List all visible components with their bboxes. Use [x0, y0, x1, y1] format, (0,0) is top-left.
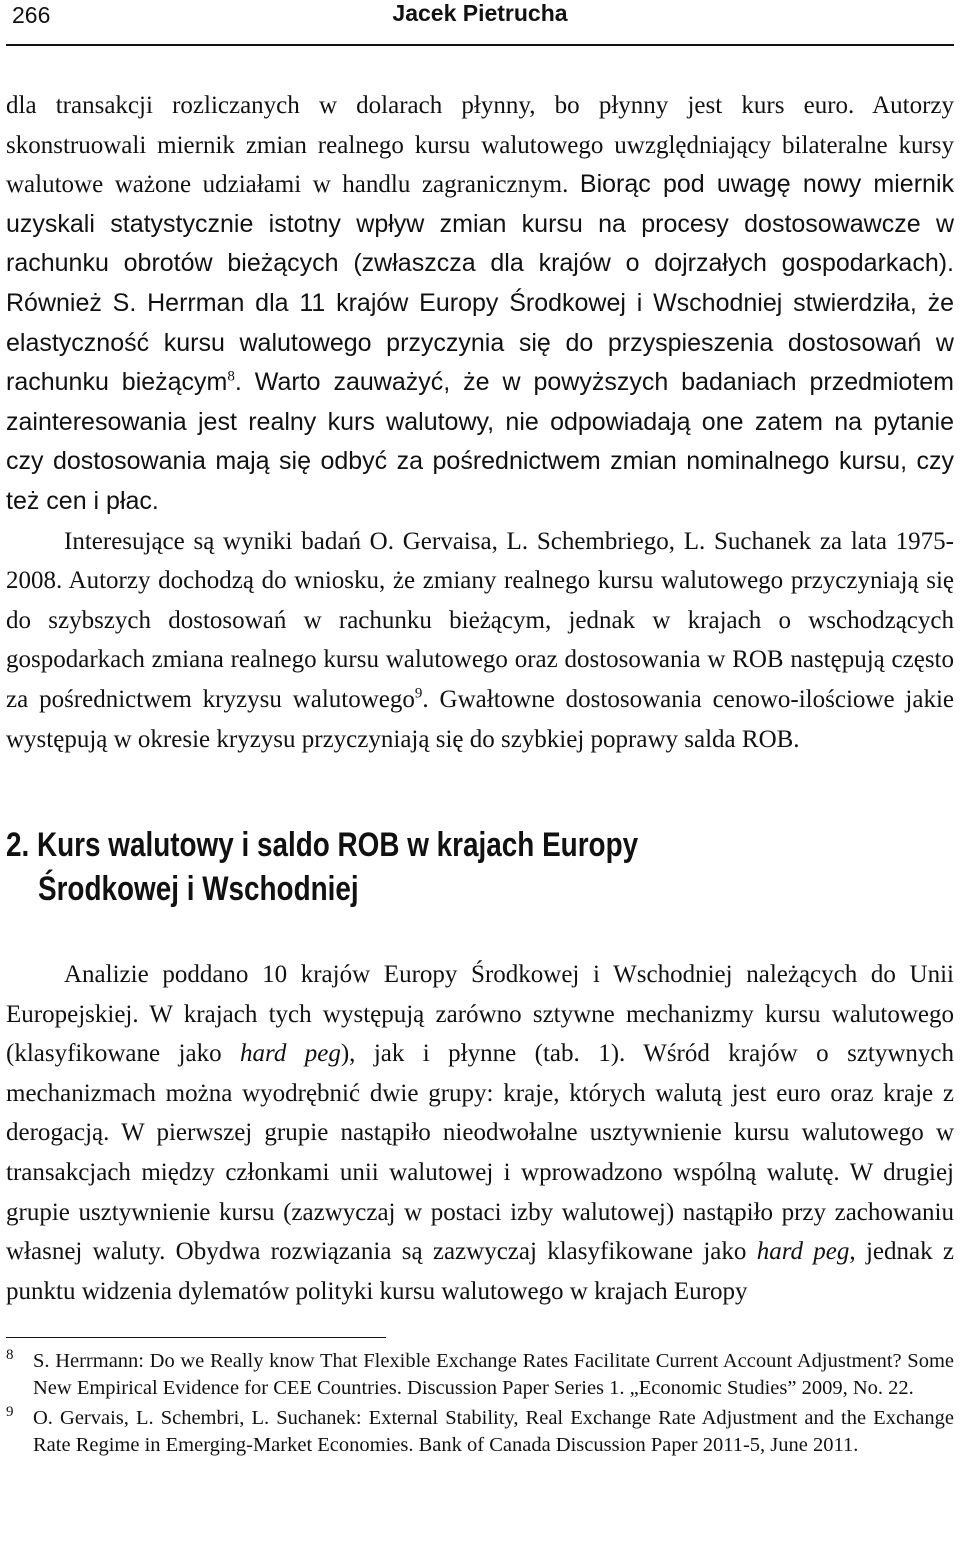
paragraph-1 [6, 86, 954, 522]
term-hard-peg-1: hard peg [240, 1040, 341, 1068]
paragraph-3-text-c: , jednak z punktu widzenia dylematów polityki kursu walutowego w krajach Europy [6, 1238, 955, 1305]
paragraph-3-text-a: Analizie poddano 10 krajów Europy Środkowej i Wschodniej należących do Unii Europejskiej. W krajach tych występują zarówno sztywne mechanizmy kursu walutowego (klasyfikowane jako [6, 961, 954, 1068]
page-number: 266 [12, 2, 51, 28]
footnote-8-text: S. Herrmann: Do we Really know That Flexible Exchange Rates Facilitate Current Account Adjustment? Some New Empirical Evidence for CEE Countries. Discussion Paper Series 1. „Economic Studies” 2009, No. 22. [33, 1350, 954, 1400]
footnotes [6, 1348, 954, 1459]
footnote-8 [6, 1348, 954, 1402]
paragraph-3 [6, 955, 954, 1311]
paragraph-1-text-a: dla transakcji rozliczanych w dolarach płynny, bo płynny jest kurs euro. Autorzy skonstruowali miernik zmian realnego kursu walutowego uwzględniający bilateralne kursy walutowe ważone udziałami w handlu zagranicznym. [6, 92, 954, 199]
footnote-ref-8[interactable]: 8 [227, 368, 235, 385]
footnote-8-mark: 8 [6, 1347, 14, 1364]
running-header [6, 0, 954, 46]
section-heading [6, 823, 908, 911]
footnote-9-mark: 9 [6, 1404, 14, 1421]
section-heading-line-2: Środkowej i Wschodniej [37, 870, 359, 909]
footnote-separator [6, 1337, 386, 1338]
footnote-ref-9[interactable]: 9 [414, 685, 423, 702]
paragraph-2-text-b: . Gwałtowne dostosowania cenowo-ilościowe jakie występują w okresie kryzysu przyczyniają się do szybkiej poprawy salda ROB. [6, 685, 955, 753]
running-title-author: Jacek Pietrucha [392, 0, 568, 26]
paragraph-1-text-c: . Warto zauważyć, że w powyższych badaniach przedmiotem zainteresowania jest realny kurs walutowy, nie odpowiadają one zatem na pytanie czy dostosowania mają się odbyć za pośrednictwem zmian nominalnego kursu, czy też cen i płac. [6, 368, 955, 515]
term-hard-peg-2: hard peg [756, 1238, 850, 1266]
section-heading-line-1: 2. Kurs walutowy i saldo ROB w krajach Europy [6, 826, 639, 865]
footnote-9 [6, 1405, 954, 1459]
paragraph-1-text-b: Biorąc pod uwagę nowy miernik uzyskali statystycznie istotny wpływ zmian kursu na procesy dostosowawcze w rachunku obrotów bieżących (zwłaszcza dla krajów o dojrzałych gospodarkach). Również S. Herrman dla 11 krajów Europy Środkowej i Wschodniej stwierdziła, że elastyczność kursu walutowego przyczynia się do przyspieszenia dostosowań w rachunku bieżącym [6, 170, 954, 397]
paragraph-3-text-b: ), jak i płynne (tab. 1). Wśród krajów o sztywnych mechanizmach można wyodrębnić dwie grupy: kraje, których walutą jest euro oraz kraje z derogacją. W pierwszej grupie nastąpiło nieodwołalne usztywnienie kursu walutowego w transakcjach między członkami unii walutowej i wprowadzono wspólną walutę. W drugiej grupie usztywnienie kursu (zazwyczaj w postaci izby walutowej) nastąpiło przy zachowaniu własnej waluty. Obydwa rozwiązania są zazwyczaj klasyfikowane jako [6, 1040, 955, 1266]
paragraph-2-text-a: Interesujące są wyniki badań O. Gervaisa, L. Schembriego, L. Suchanek za lata 1975-2008. Autorzy dochodzą do wniosku, że zmiany realnego kursu walutowego przyczyniają się do szybszych dostosowań w rachunku bieżącym, jednak w krajach o wschodzących gospodarkach zmiana realnego kursu walutowego oraz dostosowania w ROB następują często za pośrednictwem kryzysu walutowego [6, 527, 954, 713]
paragraph-2 [6, 522, 954, 760]
footnote-9-text: O. Gervais, L. Schembri, L. Suchanek: External Stability, Real Exchange Rate Adjustment and the Exchange Rate Regime in Emerging-Market Economies. Bank of Canada Discussion Paper 2011-5, June 2011. [33, 1407, 954, 1457]
